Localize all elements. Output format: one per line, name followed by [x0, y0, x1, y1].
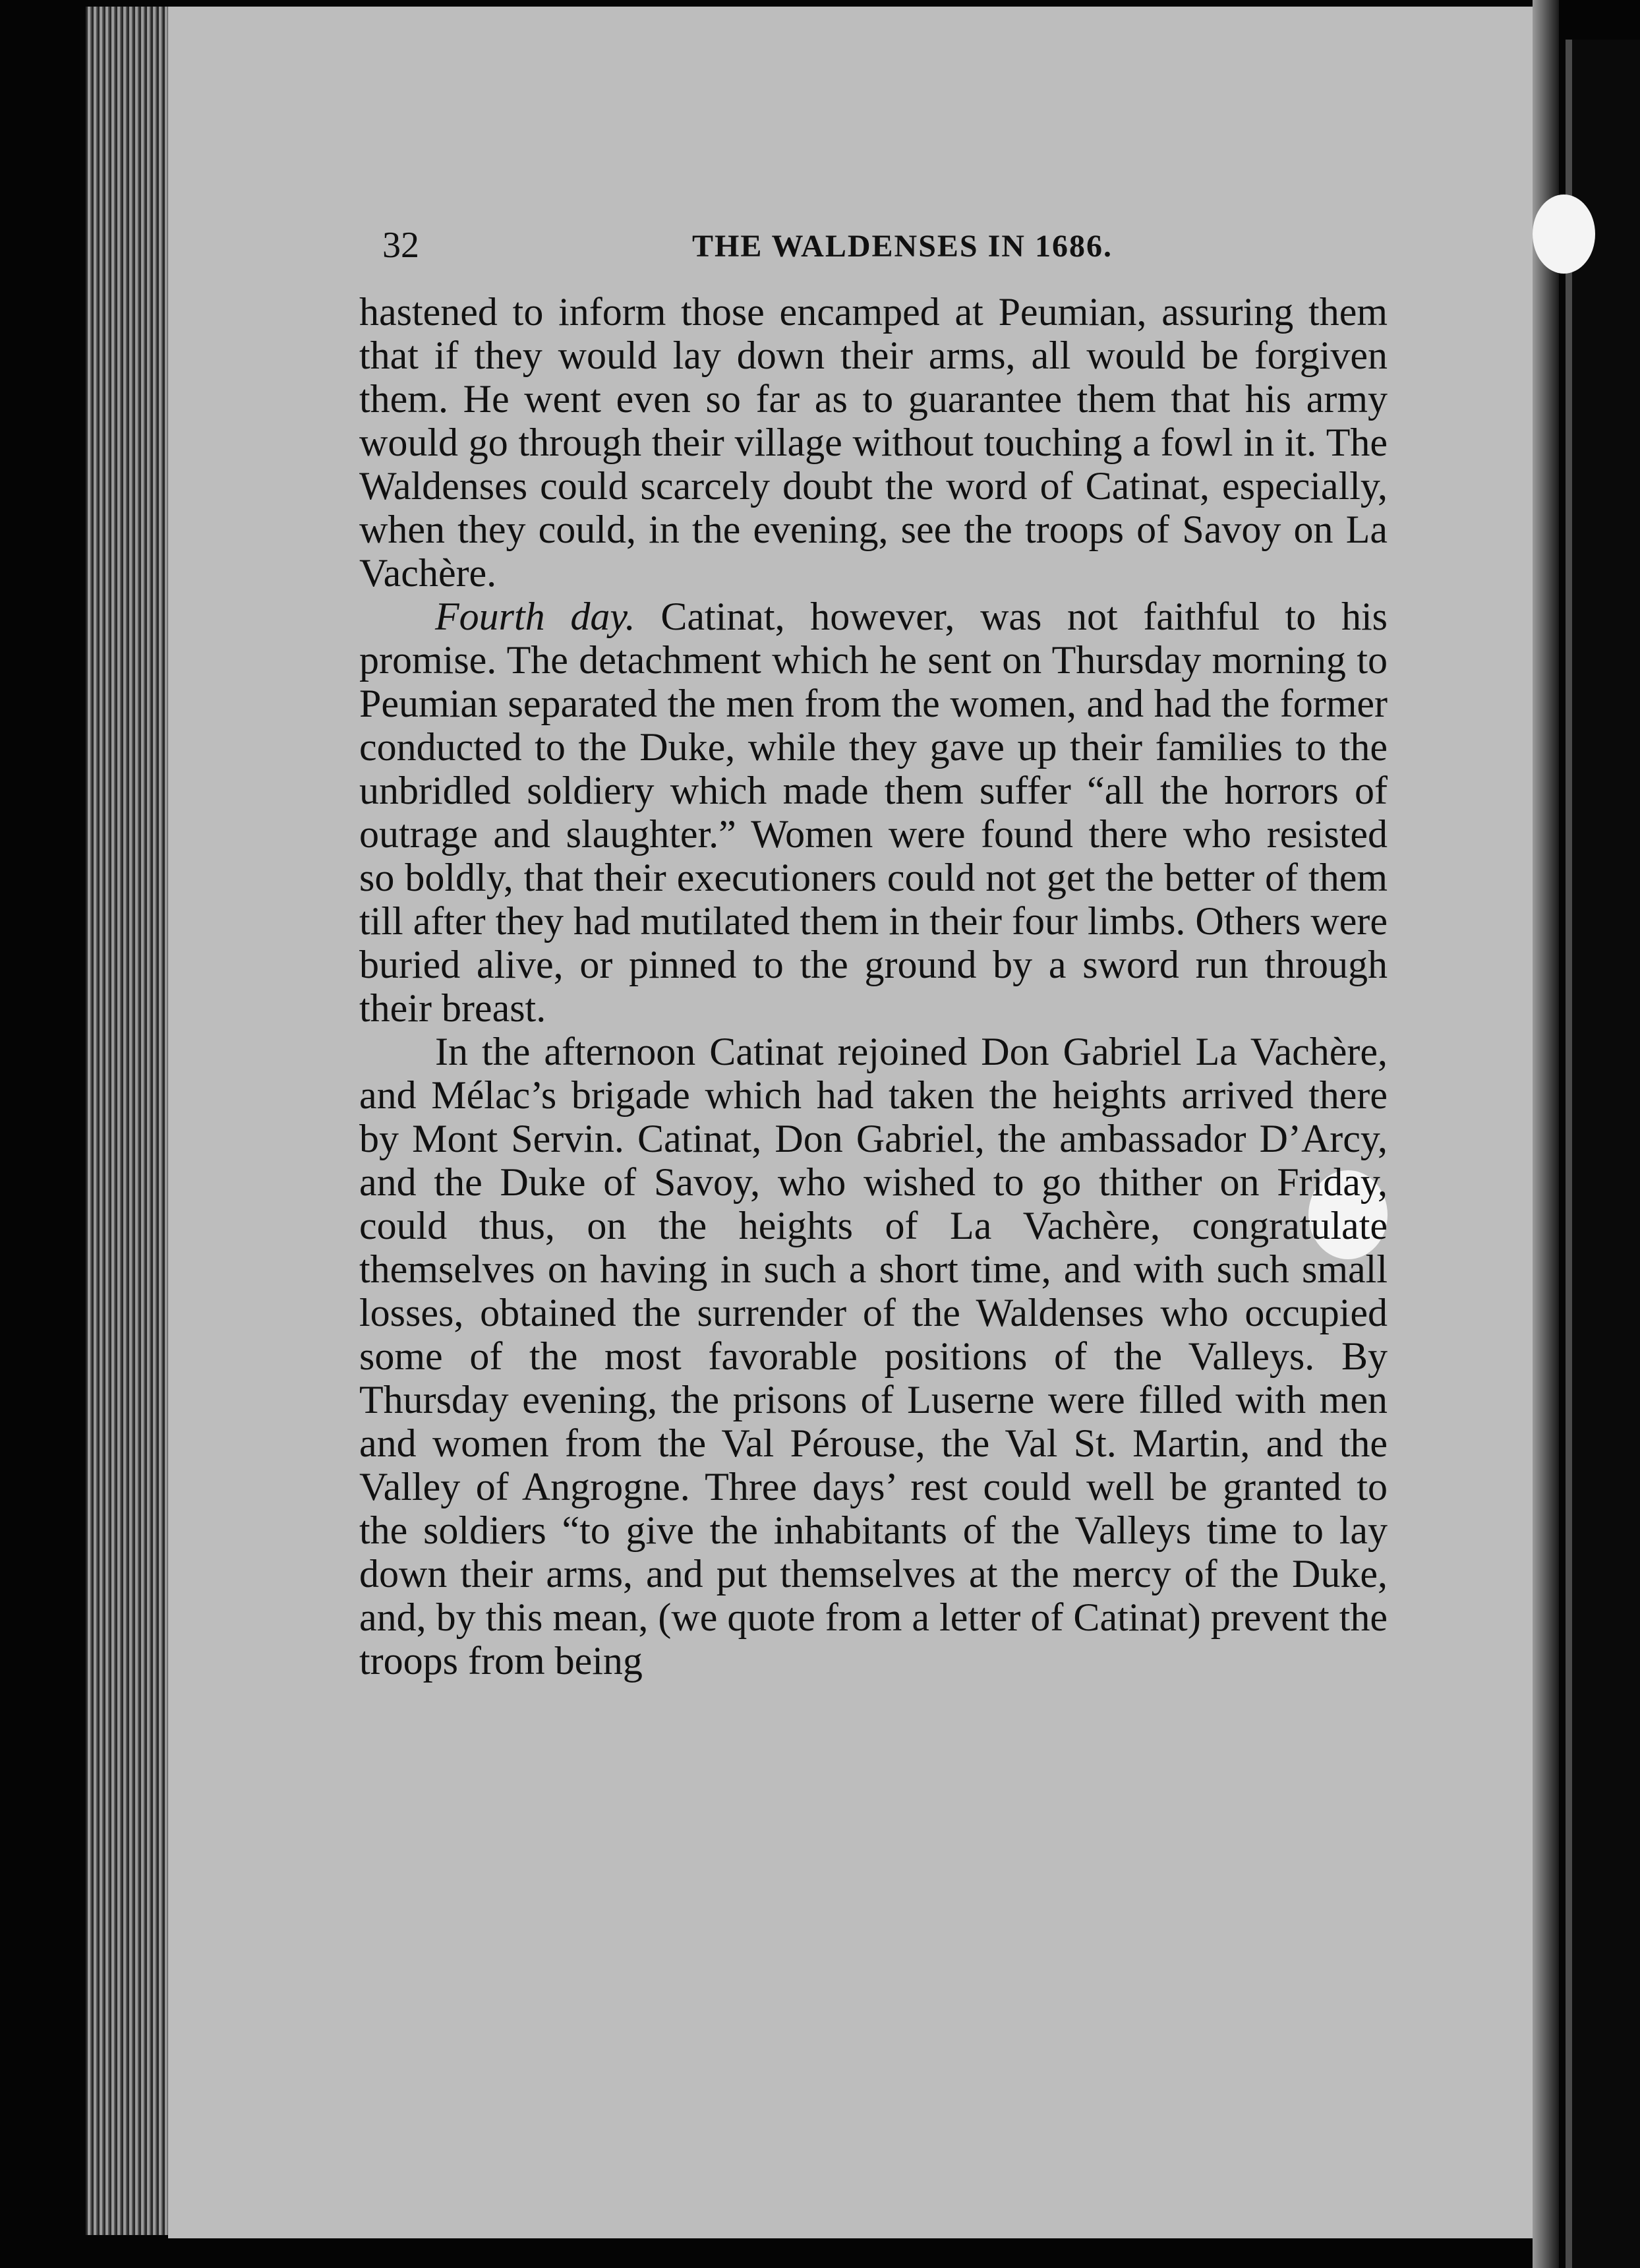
- paragraph: [359, 290, 1388, 595]
- facing-page-edge: [1566, 40, 1640, 2268]
- paragraph-text: Catinat, however, was not faithful to his promise. The detachment which he sent on Thursday morning to Peumian separated the men from the women, and had the former conducted to the Duke, while they gave up their families to the unbridled soldiery which made them suffer “all the horrors of outrage and slaughter.” Women were found there who resisted so boldly, that their executioners could not get the better of them till after they had mutilated them in their four limbs. Others were buried alive, or pinned to the ground by a sword run through their breast.: [359, 595, 1388, 1030]
- paragraph-text: hastened to inform those encamped at Peumian, assuring them that if they would lay down their arms, all would be forgiven them. He went even so far as to guarantee them that his army would go through their village without touching a fowl in it. The Waldenses could scarcely doubt the word of Catinat, especially, when they could, in the evening, see the troops of Savoy on La Vachère.: [359, 290, 1388, 595]
- gutter-shadow: [1533, 0, 1559, 2268]
- page-edges: [86, 7, 171, 2235]
- page-number: 32: [382, 225, 419, 266]
- running-title: THE WALDENSES IN 1686.: [692, 229, 1113, 264]
- paragraph: [359, 595, 1388, 1030]
- paragraph: [359, 1030, 1388, 1683]
- body-text: [359, 290, 1388, 1683]
- paragraph-text: In the afternoon Catinat rejoined Don Gabriel La Vachère, and Mélac’s brigade which had taken the heights arrived there by Mont Servin. Catinat, Don Gabriel, the ambassador D’Arcy, and the Duke of Savoy, who wished to go thither on Friday, could thus, on the heights of La Vachère, congratulate themselves on having in such a short time, and with such small losses, obtained the surrender of the Waldenses who occupied some of the most favorable positions of the Valleys. By Thursday evening, the prisons of Luserne were filled with men and women from the Val Pérouse, the Val St. Martin, and the Valley of Angrogne. Three days’ rest could well be granted to the soldiers “to give the inhabitants of the Valleys time to lay down their arms, and put themselves at the mercy of the Duke, and, by this mean, (we quote from a letter of Catinat) prevent the troops from being: [359, 1030, 1388, 1683]
- page-header: [382, 224, 1173, 277]
- paragraph-lead: Fourth day.: [435, 595, 635, 638]
- paper-spot: [1533, 194, 1595, 274]
